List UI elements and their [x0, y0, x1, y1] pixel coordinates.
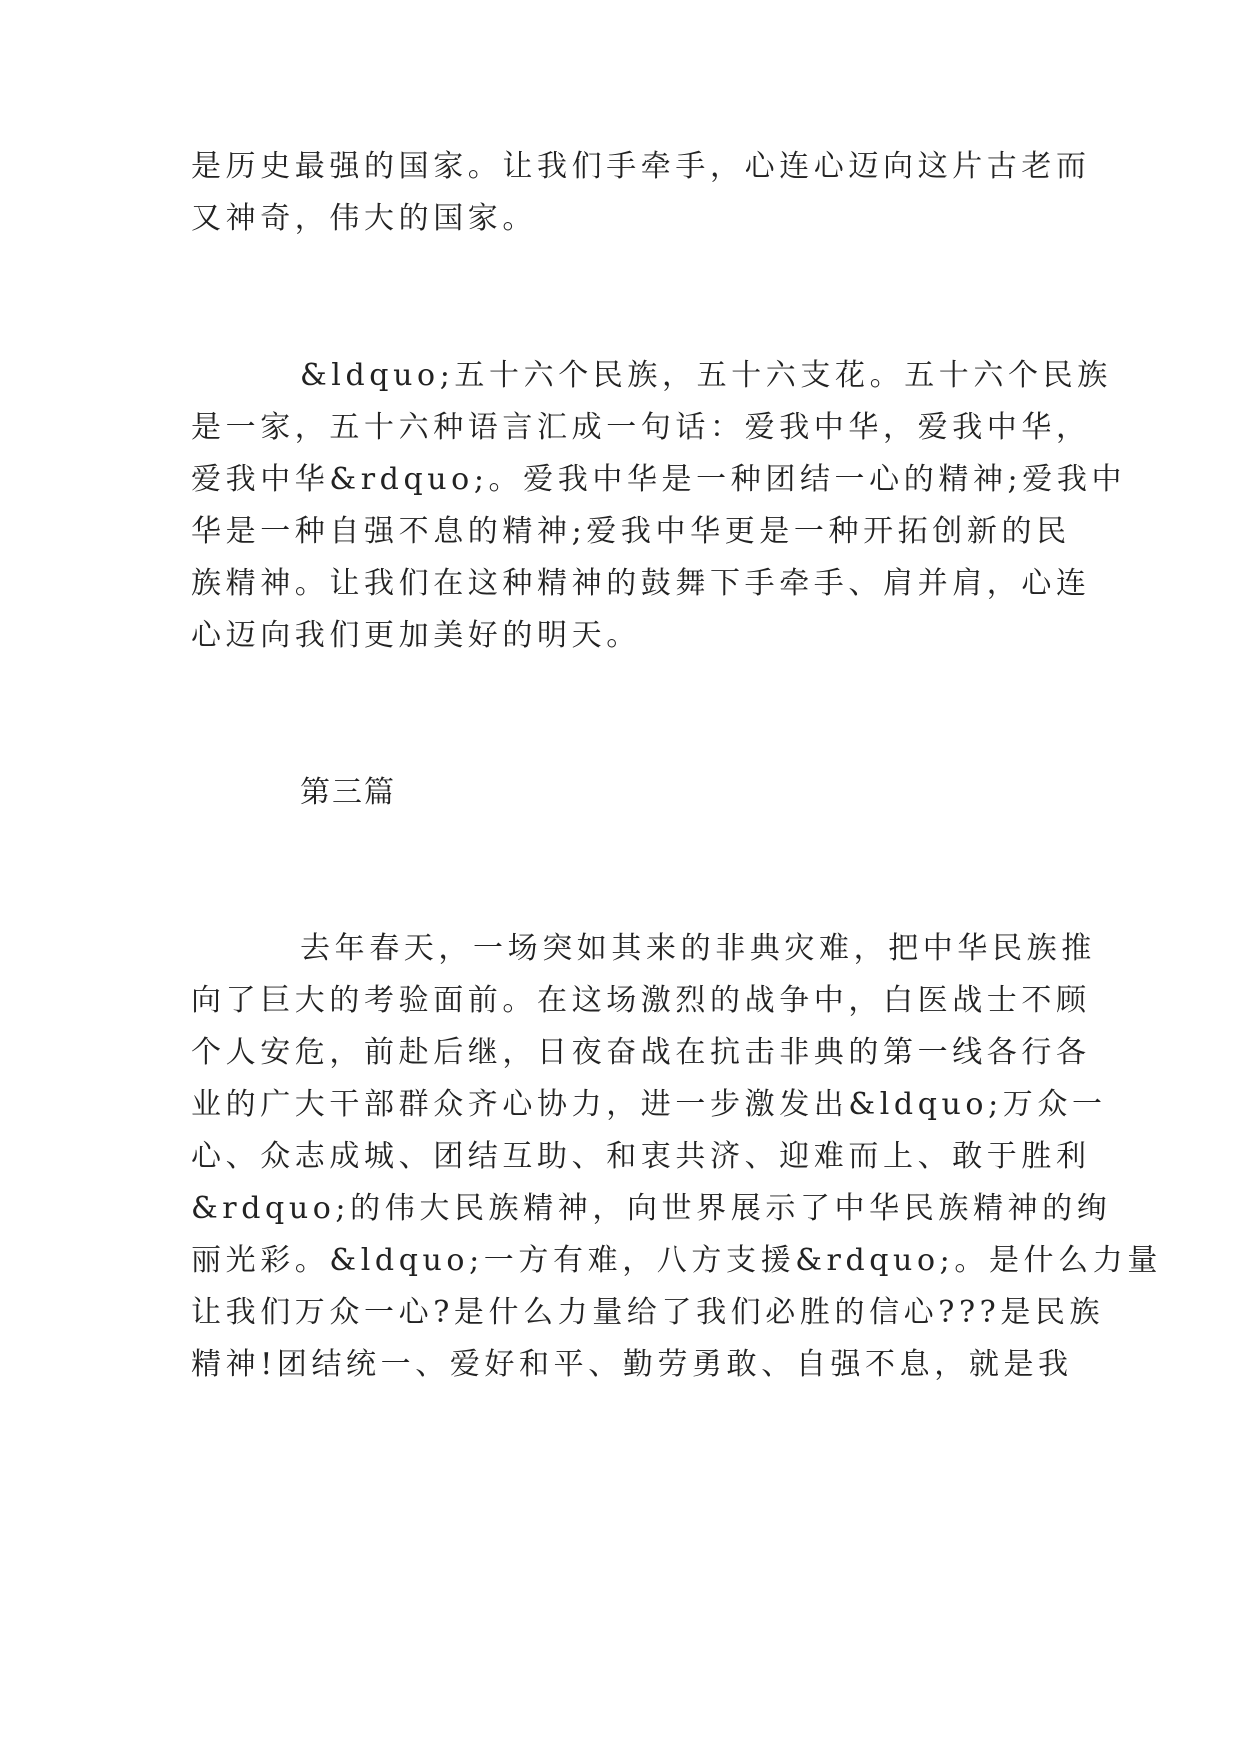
text-line: &ldquo;五十六个民族，五十六支花。五十六个民族: [300, 358, 1112, 393]
text-line: 爱我中华&rdquo;。爱我中华是一种团结一心的精神;爱我中: [191, 462, 1127, 497]
text-line: 业的广大干部群众齐心协力，进一步激发出&ldquo;万众一: [191, 1087, 1107, 1122]
text-line: 是一家，五十六种语言汇成一句话：爱我中华，爱我中华，: [191, 410, 1091, 445]
text-line: 是历史最强的国家。让我们手牵手，心连心迈向这片古老而: [191, 149, 1091, 184]
text-line: 族精神。让我们在这种精神的鼓舞下手牵手、肩并肩，心连: [191, 566, 1091, 601]
text-line: 去年春天，一场突如其来的非典灾难，把中华民族推: [300, 931, 1096, 966]
text-line: 让我们万众一心?是什么力量给了我们必胜的信心???是民族: [191, 1295, 1105, 1330]
text-line: 向了巨大的考验面前。在这场激烈的战争中，白医战士不顾: [191, 983, 1091, 1018]
text-line: 心、众志成城、团结互助、和衷共济、迎难而上、敢于胜利: [191, 1139, 1091, 1174]
text-line: 华是一种自强不息的精神;爱我中华更是一种开拓创新的民: [191, 514, 1071, 549]
text-line: &rdquo;的伟大民族精神，向世界展示了中华民族精神的绚: [191, 1191, 1112, 1226]
text-line: 又神奇，伟大的国家。: [191, 201, 537, 236]
section-heading: 第三篇: [300, 775, 396, 810]
text-line: 心迈向我们更加美好的明天。: [191, 618, 641, 653]
text-line: 精神!团结统一、爱好和平、勤劳勇敢、自强不息，就是我: [191, 1347, 1073, 1382]
text-line: 丽光彩。&ldquo;一方有难，八方支援&rdquo;。是什么力量: [191, 1243, 1162, 1278]
text-line: 个人安危，前赴后继，日夜奋战在抗击非典的第一线各行各: [191, 1035, 1091, 1070]
